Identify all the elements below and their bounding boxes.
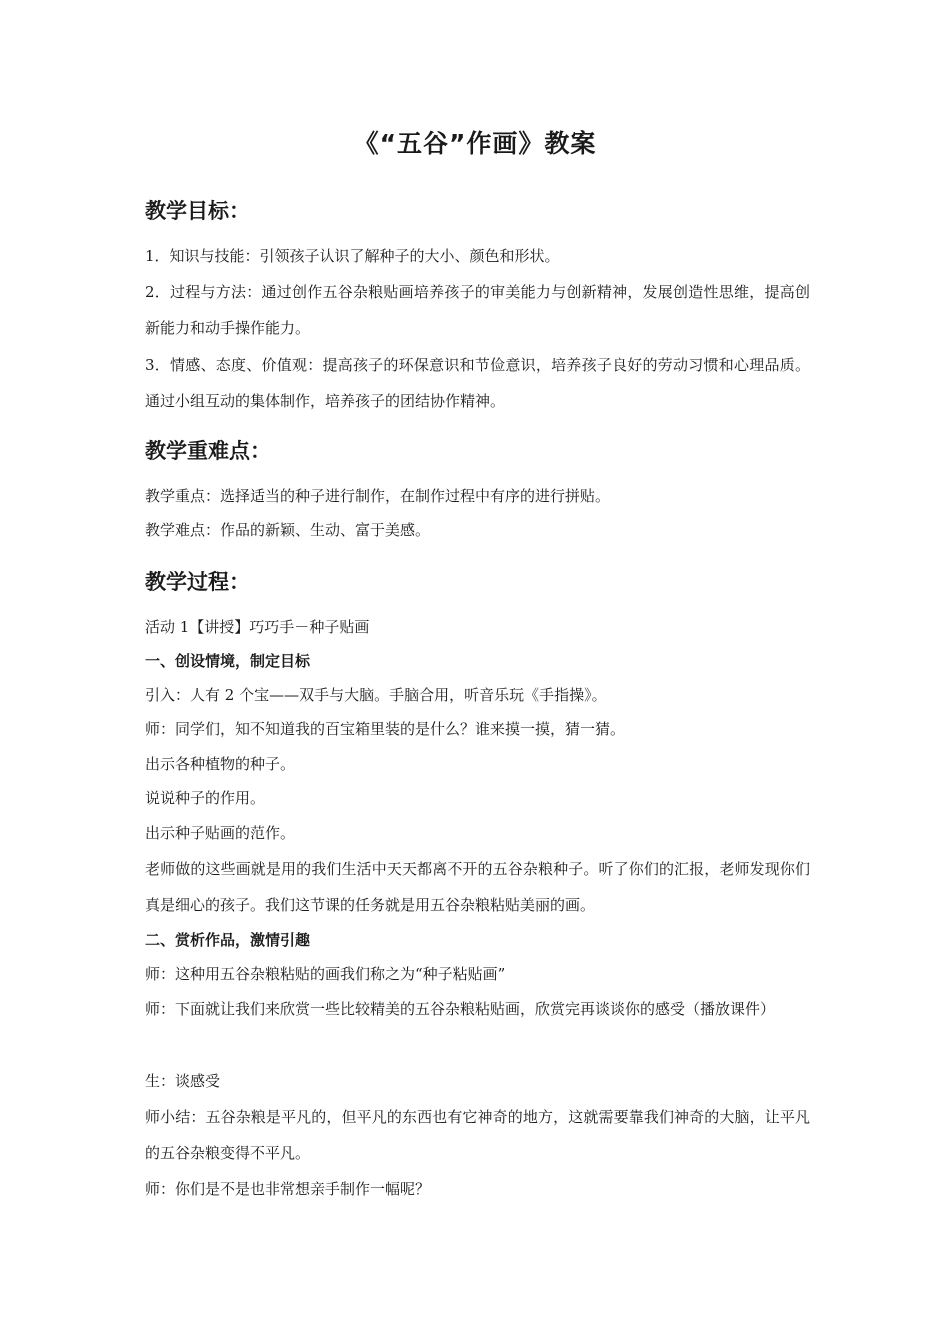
- key-point-1: 教学重点：选择适当的种子进行制作，在制作过程中有序的进行拼贴。: [145, 487, 611, 505]
- activity-line: 活动 1【讲授】巧巧手－种子贴画: [145, 618, 370, 636]
- part2-line-5: 师：你们是不是也非常想亲手制作一幅呢？: [145, 1180, 431, 1198]
- part1-line-1: 引入：人有 2 个宝——双手与大脑。手脑合用，听音乐玩《手指操》。: [145, 686, 607, 704]
- goal-item-3: 3．情感、态度、价值观：提高孩子的环保意识和节俭意识，培养孩子良好的劳动习惯和心理品质。通过小组互动的集体制作，培养孩子的团结协作精神。: [145, 356, 810, 410]
- part2-title: 二、赏析作品，激情引趣: [145, 931, 311, 949]
- part2-line-4: 师小结：五谷杂粮是平凡的，但平凡的东西也有它神奇的地方，这就需要靠我们神奇的大脑，让平凡的五谷杂粮变得不平凡。: [145, 1108, 810, 1162]
- document-title: 《“五谷”作画》教案: [353, 129, 597, 158]
- goal-item-2: 2．过程与方法：通过创作五谷杂粮贴画培养孩子的审美能力与创新精神，发展创造性思维，提高创新能力和动手操作能力。: [145, 283, 810, 337]
- key-point-2: 教学难点：作品的新颖、生动、富于美感。: [145, 521, 431, 539]
- part2-line-2: 师：下面就让我们来欣赏一些比较精美的五谷杂粮粘贴画，欣赏完再谈谈你的感受（播放课件）: [145, 1000, 776, 1018]
- part2-line-3: 生：谈感受: [145, 1072, 221, 1090]
- heading-process: 教学过程：: [145, 570, 250, 594]
- part1-title: 一、创设情境，制定目标: [145, 652, 311, 670]
- part1-line-3: 出示各种植物的种子。: [145, 755, 296, 773]
- part1-line-4: 说说种子的作用。: [145, 789, 266, 807]
- goal-item-1: 1．知识与技能：引领孩子认识了解种子的大小、颜色和形状。: [145, 247, 560, 265]
- heading-key-points: 教学重难点：: [145, 439, 271, 463]
- part2-line-1: 师：这种用五谷杂粮粘贴的画我们称之为“种子粘贴画”: [145, 965, 506, 983]
- part1-line-5: 出示种子贴画的范作。: [145, 824, 296, 842]
- part1-line-2: 师：同学们，知不知道我的百宝箱里装的是什么？谁来摸一摸，猜一猜。: [145, 720, 626, 738]
- heading-goals: 教学目标：: [145, 199, 250, 223]
- part1-line-6: 老师做的这些画就是用的我们生活中天天都离不开的五谷杂粮种子。听了你们的汇报，老师发现你们真是细心的孩子。我们这节课的任务就是用五谷杂粮粘贴美丽的画。: [145, 860, 810, 914]
